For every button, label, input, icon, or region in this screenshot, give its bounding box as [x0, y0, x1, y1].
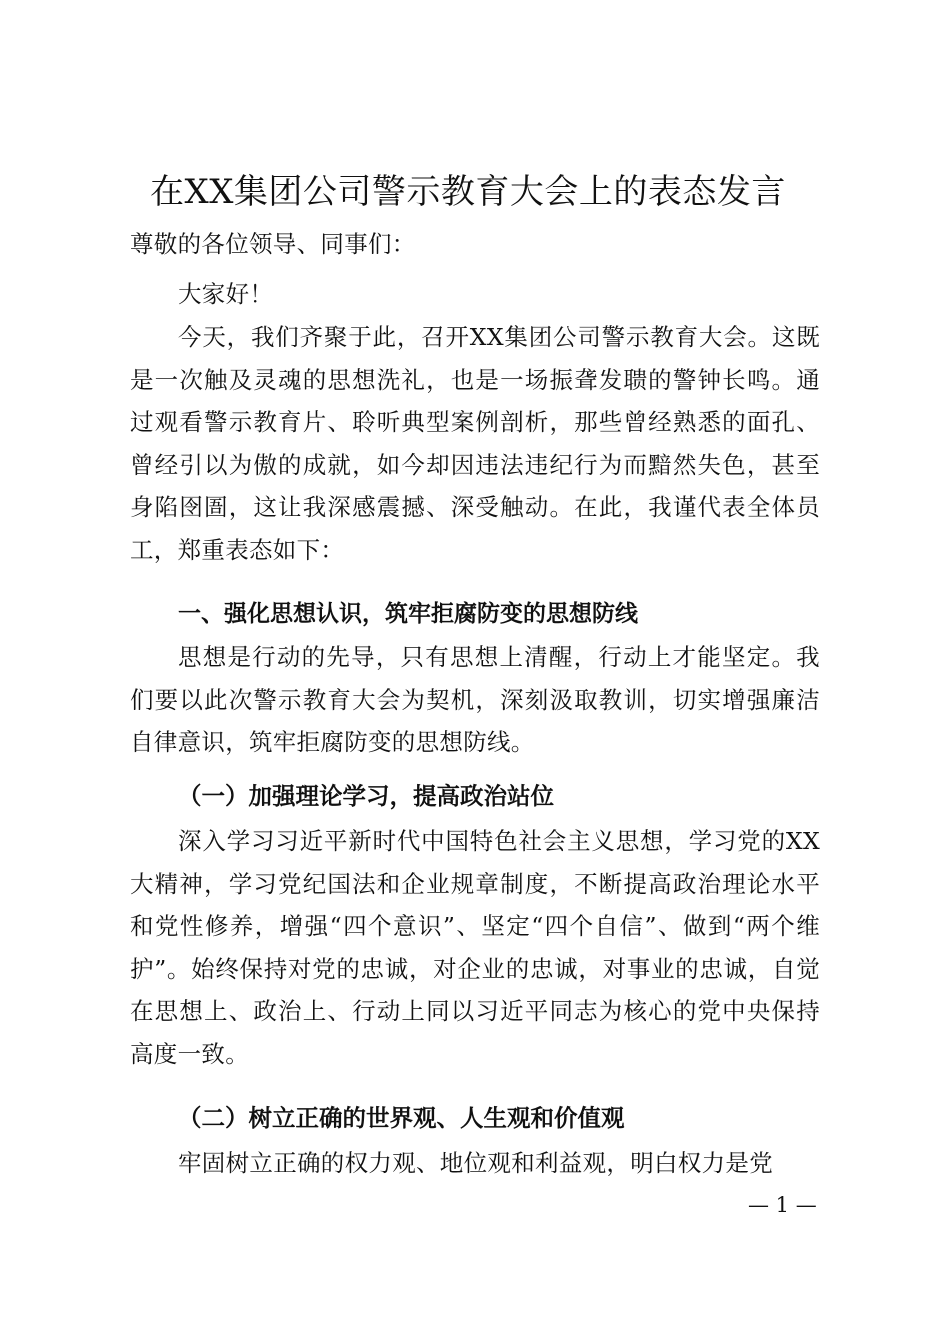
- subheading-2: （二）树立正确的世界观、人生观和价值观: [178, 1104, 625, 1132]
- document-title: 在XX集团公司警示教育大会上的表态发言: [150, 172, 786, 212]
- paragraph-subsection-2: 牢固树立正确的权力观、地位观和利益观，明白权力是党: [178, 1149, 773, 1177]
- paragraph-intro: 今天，我们齐聚于此，召开XX集团公司警示教育大会。这既是一次触及灵魂的思想洗礼，也是一场振聋发聩的警钟长鸣。通过观看警示教育片、聆听典型案例剖析，那些曾经熟悉的面孔、曾经引以为傲的成就，如今却因违法违纪行为而黯然失色，甚至身陷囹圄，这让我深感震撼、深受触动。在此，我谨代表全体员工，郑重表态如下：: [130, 323, 820, 564]
- salutation: 尊敬的各位领导、同事们：: [130, 230, 416, 258]
- section-heading-1: 一、强化思想认识，筑牢拒腐防变的思想防线: [178, 601, 638, 627]
- paragraph-section-1: 思想是行动的先导，只有思想上清醒，行动上才能坚定。我们要以此次警示教育大会为契机，深刻汲取教训，切实增强廉洁自律意识，筑牢拒腐防变的思想防线。: [130, 643, 820, 756]
- page-number: — 1 —: [748, 1193, 817, 1217]
- subheading-1: （一）加强理论学习，提高政治站位: [178, 782, 554, 810]
- paragraph-subsection-1: 深入学习习近平新时代中国特色社会主义思想，学习党的XX大精神，学习党纪国法和企业规章制度，不断提高政治理论水平和党性修养，增强“四个意识”、坚定“四个自信”、做到“两个维护”。始终保持对党的忠诚，对企业的忠诚，对事业的忠诚，自觉在思想上、政治上、行动上同以习近平同志为核心的党中央保持高度一致。: [130, 827, 820, 1068]
- greeting: 大家好！: [178, 280, 274, 308]
